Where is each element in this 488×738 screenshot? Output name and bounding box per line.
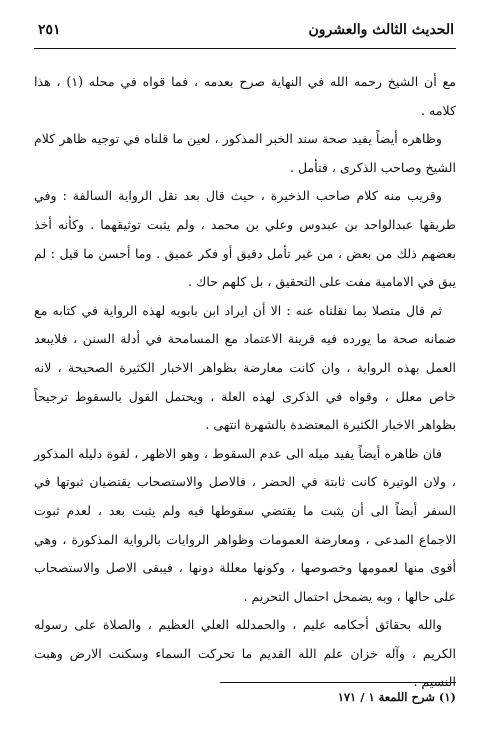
paragraph-6: والله بحقائق أحكامه عليم ، والحمدلله العلي العظيم ، والصلاة على رسوله الكريم ، وآله خزان علم الله القديم ما تحركت السماء وسكنت الارض وهبت النسيم . — [34, 617, 456, 690]
paragraph-2: وظاهره أيضاً يفيد صحة سند الخبر المذكور ، لعين ما قلناه في توجيه ظاهر كلام الشيخ وصاحب الذكرى ، فتأمل . — [34, 131, 456, 175]
footnote-divider — [220, 682, 456, 683]
body-text — [34, 68, 456, 697]
paragraph-3: وقريب منه كلام صاحب الذخيرة ، حيث قال بعد نقل الرواية السالفة : وفي طريقها عبدالواحد بن عبدوس وعلي بن محمد ، ولم يثبت توثيقهما . وكأنه أخذ بعضهم ذلك من بعض ، من غير تأمل دقيق أو فكر عميق . وما أحسن ما قيل : لم يبق في الامامية مفت على التحقيق ، بل كلهم حاك . — [34, 188, 456, 290]
page-header — [34, 14, 456, 42]
paragraph-1: مع أن الشيخ رحمه الله في النهاية صرح بعدمه ، فما قواه في محله (١) ، هذا كلامه . — [34, 74, 456, 118]
paragraph-4: ثم قال متصلا بما نقلناه عنه : الا أن ايراد ابن بابويه لهذه الرواية في كتابه مع ضمانه صحة ما يورده فيه قرينة الاعتماد مع المسامحة في أدلة السنن ، فلايبعد العمل بهذه الرواية ، وان كانت معارضة بظواهر الاخبار الكثيرة الصحيحة ، لانه خاص معلل ، وقواه في الذكرى لهذه العلة ، ويحتمل القول بالسقوط ترجيحاً بظواهر الاخبار الكثيرة المعتضدة بالشهرة انتهى . — [34, 302, 456, 433]
page-number: ٢٥١ — [38, 22, 61, 38]
footnote: (١) شرح اللمعة ١ / ١٧١ — [337, 690, 456, 704]
header-divider — [34, 48, 456, 49]
chapter-title: الحديث الثالث والعشرون — [308, 22, 454, 38]
paragraph-5: فان ظاهره أيضاً يفيد ميله الى عدم السقوط ، وهو الاظهر ، لقوة دليله المذكور ، ولان الوتيرة كانت ثابتة في الحضر ، فالاصل والاستصحاب يقتضيان ثبوتها في السفر أيضاً الى أن يثبت ما يقتضي سقوطها فيه ولم يثبت بعد ، لعدم ثبوت الاجماع المدعى ، ومعارضة العمومات وظواهر الروايات بالرواية المذكورة ، وهي أقوى منها لعمومها وخصوصها ، وكونها معللة دونها ، فيبقى الاصل والاستصحاب على حالها ، وبه يضمحل احتمال التحريم . — [34, 445, 456, 604]
